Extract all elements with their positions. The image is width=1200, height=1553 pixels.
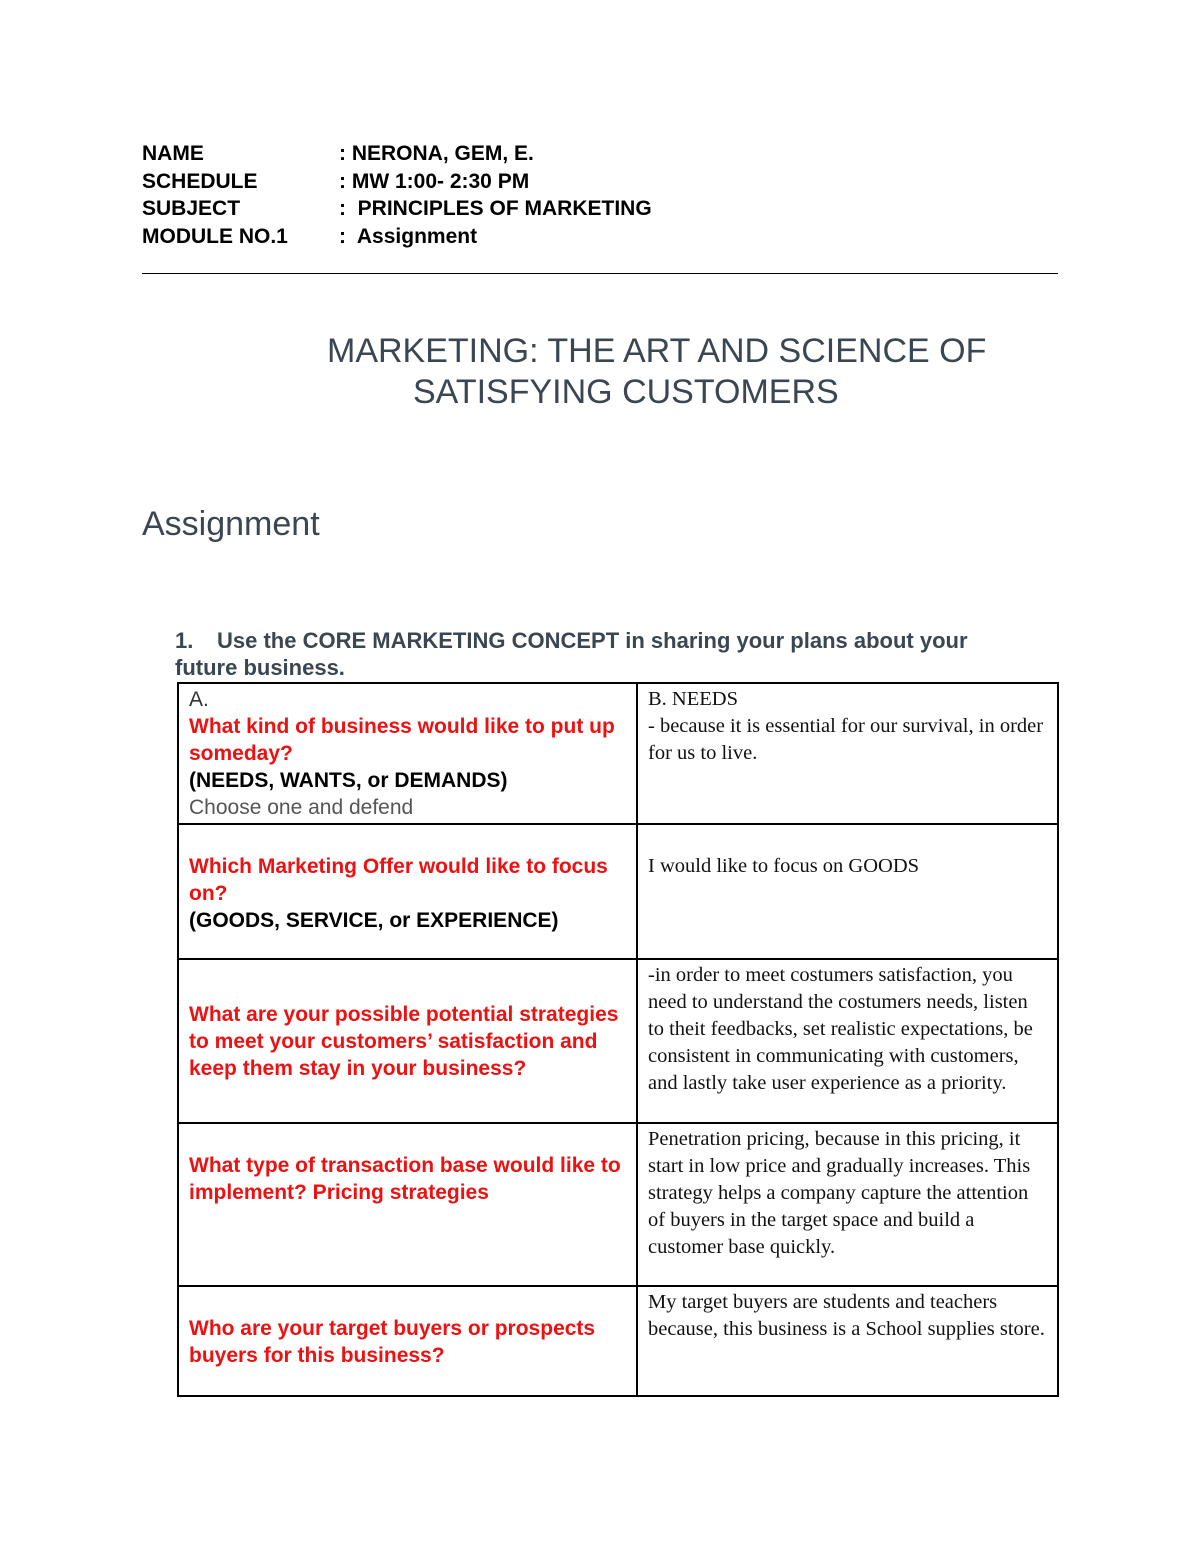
answer-text: I would like to focus on GOODS — [648, 855, 920, 877]
answer-cell — [637, 1286, 1058, 1396]
table-row — [178, 824, 1058, 959]
info-row-subject — [142, 195, 652, 223]
answer-title: B. NEEDS — [648, 688, 738, 710]
question-cell — [178, 959, 637, 1123]
info-value: : PRINCIPLES OF MARKETING — [339, 197, 652, 220]
question-number: 1. — [175, 628, 194, 653]
info-row-schedule — [142, 168, 652, 196]
question-text: Who are your target buyers or prospects buyers for this business? — [189, 1317, 596, 1367]
info-label: NAME — [142, 142, 204, 165]
answer-cell — [637, 824, 1058, 959]
answer-text: Penetration pricing, because in this pricing, it start in low price and gradually increases. This strategy helps a company capture the attention of buyers in the target space and build a customer base quickly. — [648, 1128, 1031, 1258]
table-row — [178, 1123, 1058, 1286]
header-divider — [142, 273, 1058, 274]
row-letter: A. — [189, 688, 209, 711]
answer-text: My target buyers are students and teachers because, this business is a School supplies store. — [648, 1291, 1045, 1340]
question-options: (GOODS, SERVICE, or EXPERIENCE) — [189, 909, 559, 932]
question-text: What are your possible potential strategies to meet your customers’ satisfaction and keep them stay in your business? — [189, 1002, 619, 1080]
table-row — [178, 959, 1058, 1123]
answer-text: -in order to meet costumers satisfaction, you need to understand the costumers needs, listen to theit feedbacks, set realistic expectations, be consistent in communicating with customers, and lastly take user experience as a priority. — [648, 964, 1033, 1094]
document-title-line2: SATISFYING CUSTOMERS — [413, 373, 839, 411]
question-cell — [178, 824, 637, 959]
answer-cell — [637, 1123, 1058, 1286]
answer-cell — [637, 683, 1058, 824]
info-label: SCHEDULE — [142, 169, 258, 193]
info-value: : MW 1:00- 2:30 PM — [339, 169, 530, 193]
question-options: (NEEDS, WANTS, or DEMANDS) — [189, 769, 508, 792]
answer-text: - because it is essential for our survival, in order for us to live. — [648, 715, 1044, 764]
info-label: MODULE NO.1 — [142, 224, 288, 248]
info-value: : NERONA, GEM, E. — [339, 142, 534, 165]
question-cell — [178, 1286, 637, 1396]
question-cell — [178, 1123, 637, 1286]
document-title-line1: MARKETING: THE ART AND SCIENCE OF — [327, 332, 987, 370]
info-label: SUBJECT — [142, 197, 241, 220]
student-info — [142, 140, 652, 250]
table-row — [178, 683, 1058, 824]
question-text: Which Marketing Offer would like to focus on? — [189, 855, 608, 905]
section-heading: Assignment — [142, 505, 320, 543]
question-prompt — [175, 627, 1035, 681]
info-row-name — [142, 140, 652, 168]
question-text: What kind of business would like to put up someday? — [189, 715, 615, 765]
answer-cell — [637, 959, 1058, 1123]
info-value: : Assignment — [339, 224, 478, 248]
question-text: Use the CORE MARKETING CONCEPT in sharing your plans about your future business. — [175, 628, 968, 680]
info-row-module — [142, 223, 652, 251]
question-text: What type of transaction base would like to implement? Pricing strategies — [189, 1154, 621, 1204]
table-row — [178, 1286, 1058, 1396]
assignment-table — [177, 682, 1059, 1397]
question-instruction: Choose one and defend — [189, 796, 414, 819]
question-cell — [178, 683, 637, 824]
